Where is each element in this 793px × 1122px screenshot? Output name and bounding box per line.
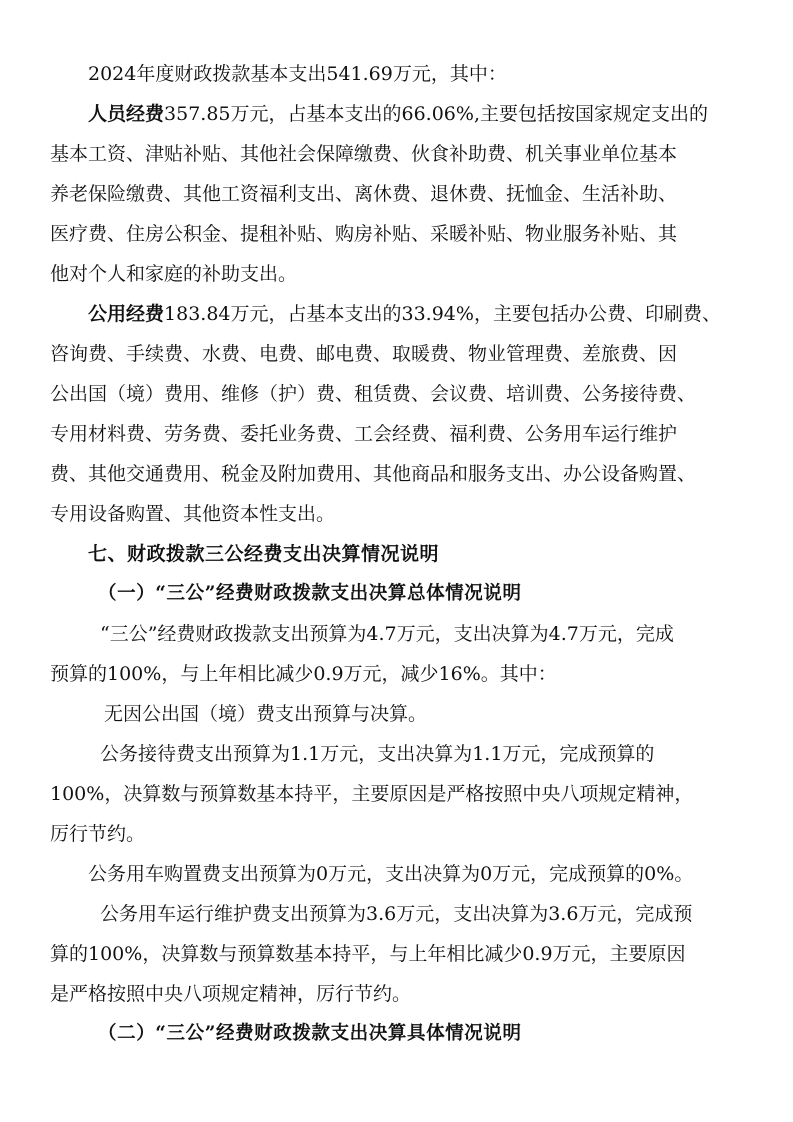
public-line: 费、其他交通费用、税金及附加费用、其他商品和服务支出、办公设备购置、: [50, 463, 697, 485]
public-line: 专用设备购置、其他资本性支出。: [50, 503, 336, 525]
public-line: 咨询费、手续费、水费、电费、邮电费、取暖费、物业管理费、差旅费、因: [50, 343, 678, 365]
reception-line: 公务接待费支出预算为1.1万元，支出决算为1.1万元，完成预算的: [100, 743, 655, 765]
abroad-paragraph: 无因公出国（境）费支出预算与决算。: [104, 703, 428, 725]
personnel-line: 医疗费、住房公积金、提租补贴、购房补贴、采暖补贴、物业服务补贴、其: [50, 223, 678, 245]
vehicle-purchase-paragraph: 公务用车购置费支出预算为0万元，支出决算为0万元，完成预算的0%。: [88, 863, 694, 885]
reception-line: 厉行节约。: [50, 823, 146, 845]
personnel-line: 养老保险缴费、其他工资福利支出、离休费、退休费、抚恤金、生活补助、: [50, 183, 678, 205]
personnel-paragraph-line-1: [88, 102, 788, 126]
public-paragraph-line-1: [88, 302, 788, 326]
personnel-line1-text: 357.85万元，占基本支出的66.06%,主要包括按国家规定支出的: [164, 103, 708, 125]
overall-line: “三公”经费财政拨款支出预算为4.7万元，支出决算为4.7万元，完成: [100, 623, 674, 645]
section-7-title: 七、财政拨款三公经费支出决算情况说明: [88, 543, 440, 565]
personnel-line: 他对个人和家庭的补助支出。: [50, 263, 298, 285]
public-line: 公出国（境）费用、维修（护）费、租赁费、会议费、培训费、公务接待费、: [50, 383, 697, 405]
subsection-2-title: （二）“三公”经费财政拨款支出决算具体情况说明: [98, 1023, 522, 1044]
vehicle-operation-line: 是严格按照中央八项规定精神，厉行节约。: [50, 983, 412, 1005]
public-label: 公用经费: [88, 303, 165, 325]
vehicle-operation-line: 公务用车运行维护费支出预算为3.6万元，支出决算为3.6万元，完成预: [100, 903, 693, 925]
public-line: 专用材料费、劳务费、委托业务费、工会经费、福利费、公务用车运行维护: [50, 423, 678, 445]
intro-paragraph: 2024年度财政拨款基本支出541.69万元，其中：: [88, 63, 507, 85]
subsection-1-title: （一）“三公”经费财政拨款支出决算总体情况说明: [98, 583, 522, 604]
overall-line: 预算的100%，与上年相比减少0.9万元，减少16%。其中：: [50, 663, 557, 685]
personnel-line: 基本工资、津贴补贴、其他社会保障缴费、伙食补助费、机关事业单位基本: [50, 143, 678, 165]
reception-line: 100%，决算数与预算数基本持平，主要原因是严格按照中央八项规定精神，: [50, 783, 694, 805]
public-line1-text: 183.84万元，占基本支出的33.94%，主要包括办公费、印刷费、: [164, 303, 721, 325]
personnel-label: 人员经费: [88, 103, 165, 125]
vehicle-operation-line: 算的100%，决算数与预算数基本持平，与上年相比减少0.9万元，主要原因: [50, 943, 686, 965]
